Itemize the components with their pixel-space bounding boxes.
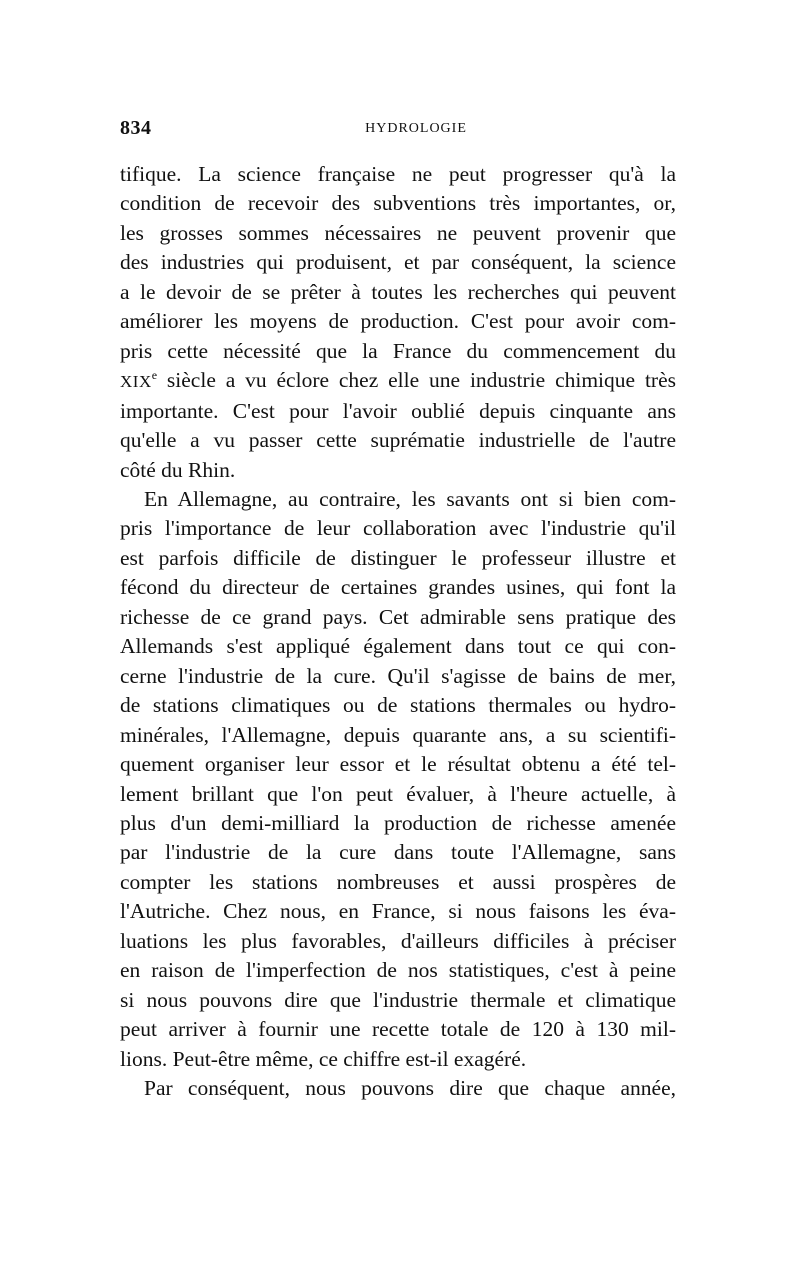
page-number: 834 [120,117,152,139]
text-line: pris l'importance de leur collaboration avec l'industrie qu'il [120,516,676,541]
text-line: lement brillant que l'on peut évaluer, à l'heure actuelle, à [120,781,676,806]
running-title: HYDROLOGIE [365,121,467,136]
text-line: qu'elle a vu passer cette suprématie industrielle de l'autre [120,428,676,453]
paragraph-1 [120,160,676,485]
text-line: minérales, l'Allemagne, depuis quarante ans, a su scientifi- [120,722,676,747]
text-line: améliorer les moyens de production. C'est pour avoir com- [120,309,676,334]
text-line: les grosses sommes nécessaires ne peuvent provenir que [120,220,676,245]
text-line: quement organiser leur essor et le résultat obtenu a été tel- [120,752,676,777]
paragraph-3 [120,1074,676,1103]
text-line: tifique. La science française ne peut progresser qu'à la [120,162,676,186]
text-line: lions. Peut-être même, ce chiffre est-il exagéré. [120,1046,527,1071]
text-line: richesse de ce grand pays. Cet admirable sens pratique des [120,604,676,629]
century-superscript: e [151,368,158,383]
text-line: pris cette nécessité que la France du commencement du [120,338,676,363]
text-line: compter les stations nombreuses et aussi prospères de [120,869,676,894]
text-line: fécond du directeur de certaines grandes usines, qui font la [120,575,676,600]
text-line: importante. C'est pour l'avoir oublié depuis cinquante ans [120,398,676,423]
text-line: en raison de l'imperfection de nos statistiques, c'est à peine [120,958,676,983]
text-line: condition de recevoir des subventions très importantes, or, [120,191,676,216]
text-line-rest: siècle a vu éclore chez elle une industrie chimique très [157,368,676,393]
text-line: Allemands s'est appliqué également dans tout ce qui con- [120,634,676,659]
text-line [120,366,676,396]
page-header [118,117,674,141]
text-line: cerne l'industrie de la cure. Qu'il s'agisse de bains de mer, [120,663,676,688]
text-line: luations les plus favorables, d'ailleurs difficiles à préciser [120,928,676,953]
text-line: des industries qui produisent, et par conséquent, la science [120,250,676,275]
text-line: peut arriver à fournir une recette totale de 120 à 130 mil- [120,1017,676,1042]
text-line: plus d'un demi-milliard la production de richesse amenée [120,810,676,835]
text-line: si nous pouvons dire que l'industrie thermale et climatique [120,987,676,1012]
text-line: de stations climatiques ou de stations thermales ou hydro- [120,693,676,718]
text-line: a le devoir de se prêter à toutes les recherches qui peuvent [120,279,676,304]
paragraph-2 [120,485,676,1074]
text-line: Par conséquent, nous pouvons dire que chaque année, [144,1076,676,1101]
body-text [120,160,676,1104]
text-line: par l'industrie de la cure dans toute l'Allemagne, sans [120,840,676,865]
text-line: côté du Rhin. [120,457,236,482]
century-roman-numeral: XIX [120,372,152,392]
text-line: est parfois difficile de distinguer le professeur illustre et [120,545,676,570]
text-line: l'Autriche. Chez nous, en France, si nous faisons les éva- [120,899,676,924]
text-line: En Allemagne, au contraire, les savants ont si bien com- [144,486,676,511]
